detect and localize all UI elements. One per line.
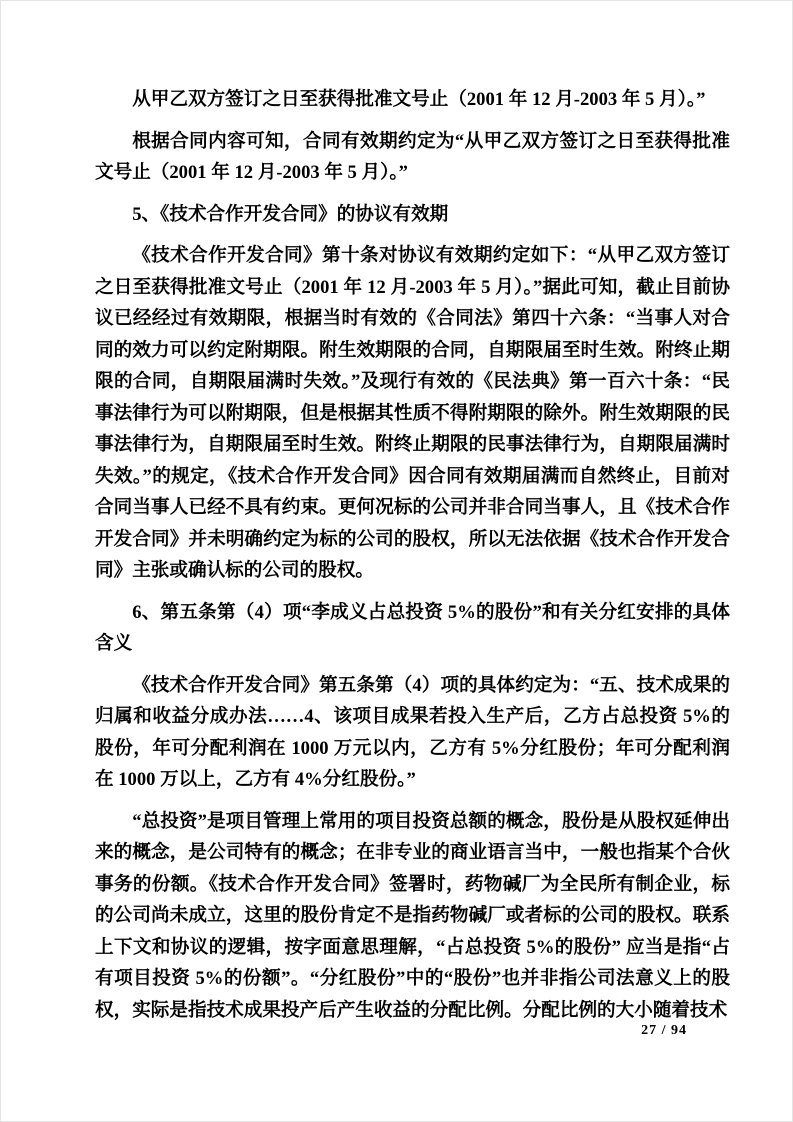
page-number: 27 / 94	[641, 1023, 687, 1038]
paragraph-contract-term-summary: 根据合同内容可知，合同有效期约定为“从甲乙双方签订之日至获得批准文号止（2001 年 12 月-2003 年 5 月）。”	[95, 130, 730, 183]
heading-section-5: 5、《技术合作开发合同》的协议有效期	[132, 203, 449, 225]
paragraph-section-6-clause-quote: 《技术合作开发合同》第五条第（4）项的具体约定为：“五、技术成果的归属和收益分成办法……4、该项目成果若投入生产后，乙方占总投资 5%的股份，年可分配利润在 1000 万元以内，乙方有 5%分红股份；年可分配利润在 1000 万以上，乙方有 4%分红股份。”	[95, 674, 730, 790]
heading-section-6: 6、第五条第（4）项“李成义占总投资 5%的股份”和有关分红安排的具体含义	[95, 601, 730, 654]
paragraph-contract-validity-quote: 从甲乙双方签订之日至获得批准文号止（2001 年 12 月-2003 年 5 月）。”	[132, 89, 706, 110]
paragraph-section-6-analysis: “总投资”是项目管理上常用的项目投资总额的概念，股份是从股权延伸出来的概念，是公司特有的概念；在非专业的商业语言当中，一般也指某个合伙事务的份额。《技术合作开发合同》签署时，药物碱厂为全民所有制企业，标的公司尚未成立，这里的股份肯定不是指药物碱厂或者标的公司的股权。联系上下文和协议的逻辑，按字面意思理解，“占总投资 5%的股份” 应当是指“占有项目投资 5%的份额”。“分红股份”中的“股份”也并非指公司法意义上的股权，实际是指技术成果投产后产生收益的分配比例。分配比例的大小随着技术	[95, 810, 730, 1021]
paragraph-section-5-analysis: 《技术合作开发合同》第十条对协议有效期约定如下：“从甲乙双方签订之日至获得批准文号止（2001 年 12 月-2003 年 5 月）。”据此可知，截止目前协议已经经过有效期限，根据当时有效的《合同法》第四十六条：“当事人对合同的效力可以约定附期限。附生效期限的合同，自期限届至时生效。附终止期限的合同，自期限届满时失效。”及现行有效的《民法典》第一百六十条：“民事法律行为可以附期限，但是根据其性质不得附期限的除外。附生效期限的民事法律行为，自期限届至时生效。附终止期限的民事法律行为，自期限届满时失效。”的规定，《技术合作开发合同》因合同有效期届满而自然终止，目前对合同当事人已经不具有约束。更何况标的公司并非合同当事人，且《技术合作开发合同》并未明确约定为标的公司的股权，所以无法依据《技术合作开发合同》主张或确认标的公司的股权。	[95, 245, 730, 581]
